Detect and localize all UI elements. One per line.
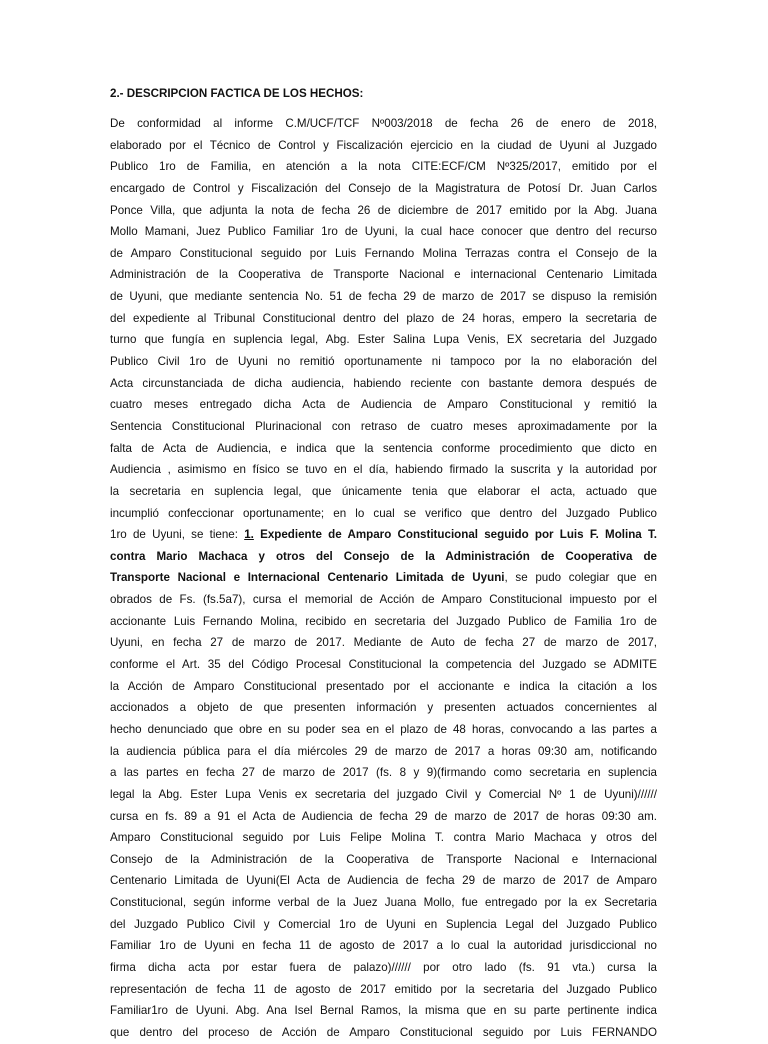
text-line bbox=[110, 589, 657, 611]
text-run: que dentro del proceso de Acción de Amparo Constitucional seguido por Luis FERNANDO bbox=[110, 1025, 657, 1039]
text-run: la audiencia pública para el día miércoles 29 de marzo de 2017 a horas 09:30 am, notificando bbox=[110, 744, 657, 758]
text-line bbox=[110, 503, 657, 525]
text-run: a las partes en fecha 27 de marzo de 2017 (fs. 8 y 9)(firmando como secretaria en suplencia bbox=[110, 766, 657, 780]
text-run: la secretaria en suplencia legal, que únicamente tenia que elaborar el acta, actuado que bbox=[110, 484, 657, 498]
text-run: Ponce Villa, que adjunta la nota de fecha 26 de diciembre de 2017 emitido por la Abg. Juana bbox=[110, 203, 657, 217]
text-run: Uyuni, en fecha 27 de marzo de 2017. Mediante de Auto de fecha 27 de marzo de 2017, bbox=[110, 636, 657, 650]
text-run: del expediente al Tribunal Constitucional dentro del plazo de 24 horas, empero la secretaria de bbox=[110, 311, 657, 325]
document-page bbox=[110, 83, 657, 1044]
text-run: Consejo de la Administración de la Cooperativa de Transporte Nacional e Internacional bbox=[110, 852, 657, 866]
text-line bbox=[110, 524, 657, 546]
text-line bbox=[110, 351, 657, 373]
text-line bbox=[110, 806, 657, 828]
text-run: Audiencia , asimismo en físico se tuvo en el día, habiendo firmado la suscrita y la autoridad por bbox=[110, 463, 657, 477]
text-run: contra Mario Machaca y otros del Consejo de la Administración de Cooperativa de bbox=[110, 549, 657, 563]
text-run: falta de Acta de Audiencia, e indica que la sentencia conforme procedimiento que dicto en bbox=[110, 441, 657, 455]
text-line bbox=[110, 308, 657, 330]
text-line bbox=[110, 935, 657, 957]
text-run: Sentencia Constitucional Plurinacional con retraso de cuatro meses aproximadamente por la bbox=[110, 419, 657, 433]
text-run: Publico Civil 1ro de Uyuni no remitió oportunamente ni tampoco por la no elaboración del bbox=[110, 355, 657, 369]
text-run: accionante Luis Fernando Molina, recibido en secretaria del Juzgado Publico de Familia 1ro de bbox=[110, 614, 657, 628]
text-run: De conformidad al informe C.M/UCF/TCF Nº003/2018 de fecha 26 de enero de 2018, bbox=[110, 117, 657, 130]
text-line bbox=[110, 373, 657, 395]
text-run: , se pudo colegiar que en bbox=[504, 571, 657, 585]
text-run: la Acción de Amparo Constitucional presentado por el accionante e indica la citación a los bbox=[110, 679, 657, 693]
text-line bbox=[110, 849, 657, 871]
text-run: hecho denunciado que obre en su poder sea en el plazo de 48 horas, convocando a las partes a bbox=[110, 722, 657, 736]
text-line bbox=[110, 135, 657, 157]
text-run: Publico 1ro de Familia, en atención a la nota CITE:ECF/CM Nº325/2017, emitido por el bbox=[110, 160, 657, 174]
text-run: Acta circunstanciada de dicha audiencia, habiendo reciente con bastante demora después de bbox=[110, 376, 657, 390]
text-run: Familiar 1ro de Uyuni en fecha 11 de agosto de 2017 a lo cual la autoridad jurisdiccional no bbox=[110, 939, 657, 953]
text-line bbox=[110, 784, 657, 806]
text-run: cuatro meses entregado dicha Acta de Audiencia de Amparo Constitucional y remitió la bbox=[110, 398, 657, 412]
text-run: obrados de Fs. (fs.5a7), cursa el memorial de Acción de Amparo Constitucional impuesto por el bbox=[110, 593, 657, 607]
text-run: Expediente de Amparo Constitucional seguido por Luis F. Molina T. bbox=[253, 528, 657, 542]
text-line bbox=[110, 632, 657, 654]
text-run: representación de fecha 11 de agosto de 2017 emitido por la secretaria del Juzgado Publico bbox=[110, 982, 657, 996]
section-heading: 2.- DESCRIPCION FACTICA DE LOS HECHOS: bbox=[110, 87, 364, 100]
text-line bbox=[110, 567, 657, 589]
text-line bbox=[110, 697, 657, 719]
text-line bbox=[110, 892, 657, 914]
text-line bbox=[110, 221, 657, 243]
text-run: Constitucional, según informe verbal de la Juez Juana Mollo, fue entregado por la ex Secretaria bbox=[110, 896, 657, 910]
text-line bbox=[110, 611, 657, 633]
text-line bbox=[110, 914, 657, 936]
text-line bbox=[110, 676, 657, 698]
text-line bbox=[110, 286, 657, 308]
text-line bbox=[110, 113, 657, 135]
text-line bbox=[110, 719, 657, 741]
text-line bbox=[110, 416, 657, 438]
text-line bbox=[110, 459, 657, 481]
text-line bbox=[110, 243, 657, 265]
text-line bbox=[110, 481, 657, 503]
text-run: Amparo Constitucional seguido por Luis Felipe Molina T. contra Mario Machaca y otros del bbox=[110, 831, 657, 845]
text-run: 1. bbox=[244, 528, 254, 542]
text-line bbox=[110, 979, 657, 1001]
text-line bbox=[110, 546, 657, 568]
text-line bbox=[110, 654, 657, 676]
text-line bbox=[110, 1000, 657, 1022]
text-line bbox=[110, 870, 657, 892]
text-run: 1ro de Uyuni, se tiene: bbox=[110, 528, 245, 542]
text-run: de Uyuni, que mediante sentencia No. 51 de fecha 29 de marzo de 2017 se dispuso la remisión bbox=[110, 290, 657, 304]
text-line bbox=[110, 329, 657, 351]
text-run: Transporte Nacional e Internacional Centenario Limitada de Uyuni bbox=[110, 571, 505, 585]
text-line bbox=[110, 394, 657, 416]
text-line bbox=[110, 178, 657, 200]
text-run: elaborado por el Técnico de Control y Fiscalización ejercicio en la ciudad de Uyuni al Juzgado bbox=[110, 138, 657, 152]
text-run: incumplió confeccionar oportunamente; en lo cual se verifico que dentro del Juzgado Publico bbox=[110, 506, 657, 520]
text-run: accionados a objeto de que presenten información y presenten actuados concernientes al bbox=[110, 701, 657, 715]
text-run: firma dicha acta por estar fuera de palazo)////// por otro lado (fs. 91 vta.) cursa la bbox=[110, 960, 657, 974]
text-line bbox=[110, 762, 657, 784]
text-run: Centenario Limitada de Uyuni(El Acta de Audiencia de fecha 29 de marzo de 2017 de Amparo bbox=[110, 874, 657, 888]
text-line bbox=[110, 1022, 657, 1044]
text-line bbox=[110, 156, 657, 178]
text-run: conforme el Art. 35 del Código Procesal Constitucional la competencia del Juzgado se ADMITE bbox=[110, 658, 657, 672]
text-run: de Amparo Constitucional seguido por Luis Fernando Molina Terrazas contra el Consejo de la bbox=[110, 246, 657, 260]
body-paragraph bbox=[110, 113, 657, 1044]
text-run: turno que fungía en suplencia legal, Abg. Ester Salina Lupa Venis, EX secretaria del Juzgado bbox=[110, 333, 657, 347]
text-run: cursa en fs. 89 a 91 el Acta de Audiencia de fecha 29 de marzo de 2017 de horas 09:30 am. bbox=[110, 809, 657, 823]
text-run: legal la Abg. Ester Lupa Venis ex secretaria del juzgado Civil y Comercial Nº 1 de Uyuni)////// bbox=[110, 787, 657, 801]
text-line bbox=[110, 264, 657, 286]
text-line bbox=[110, 827, 657, 849]
text-line bbox=[110, 957, 657, 979]
text-run: del Juzgado Publico Civil y Comercial 1ro de Uyuni en Suplencia Legal del Juzgado Publico bbox=[110, 917, 657, 931]
text-line bbox=[110, 438, 657, 460]
text-run: Administración de la Cooperativa de Transporte Nacional e internacional Centenario Limitada bbox=[110, 268, 657, 282]
text-run: Familiar1ro de Uyuni. Abg. Ana Isel Bernal Ramos, la misma que en su parte pertinente indica bbox=[110, 1004, 657, 1018]
text-run: Mollo Mamani, Juez Publico Familiar 1ro de Uyuni, la cual hace conocer que dentro del recurso bbox=[110, 225, 657, 239]
text-run: encargado de Control y Fiscalización del Consejo de la Magistratura de Potosí Dr. Juan Carlos bbox=[110, 181, 657, 195]
text-line bbox=[110, 741, 657, 763]
text-line bbox=[110, 200, 657, 222]
